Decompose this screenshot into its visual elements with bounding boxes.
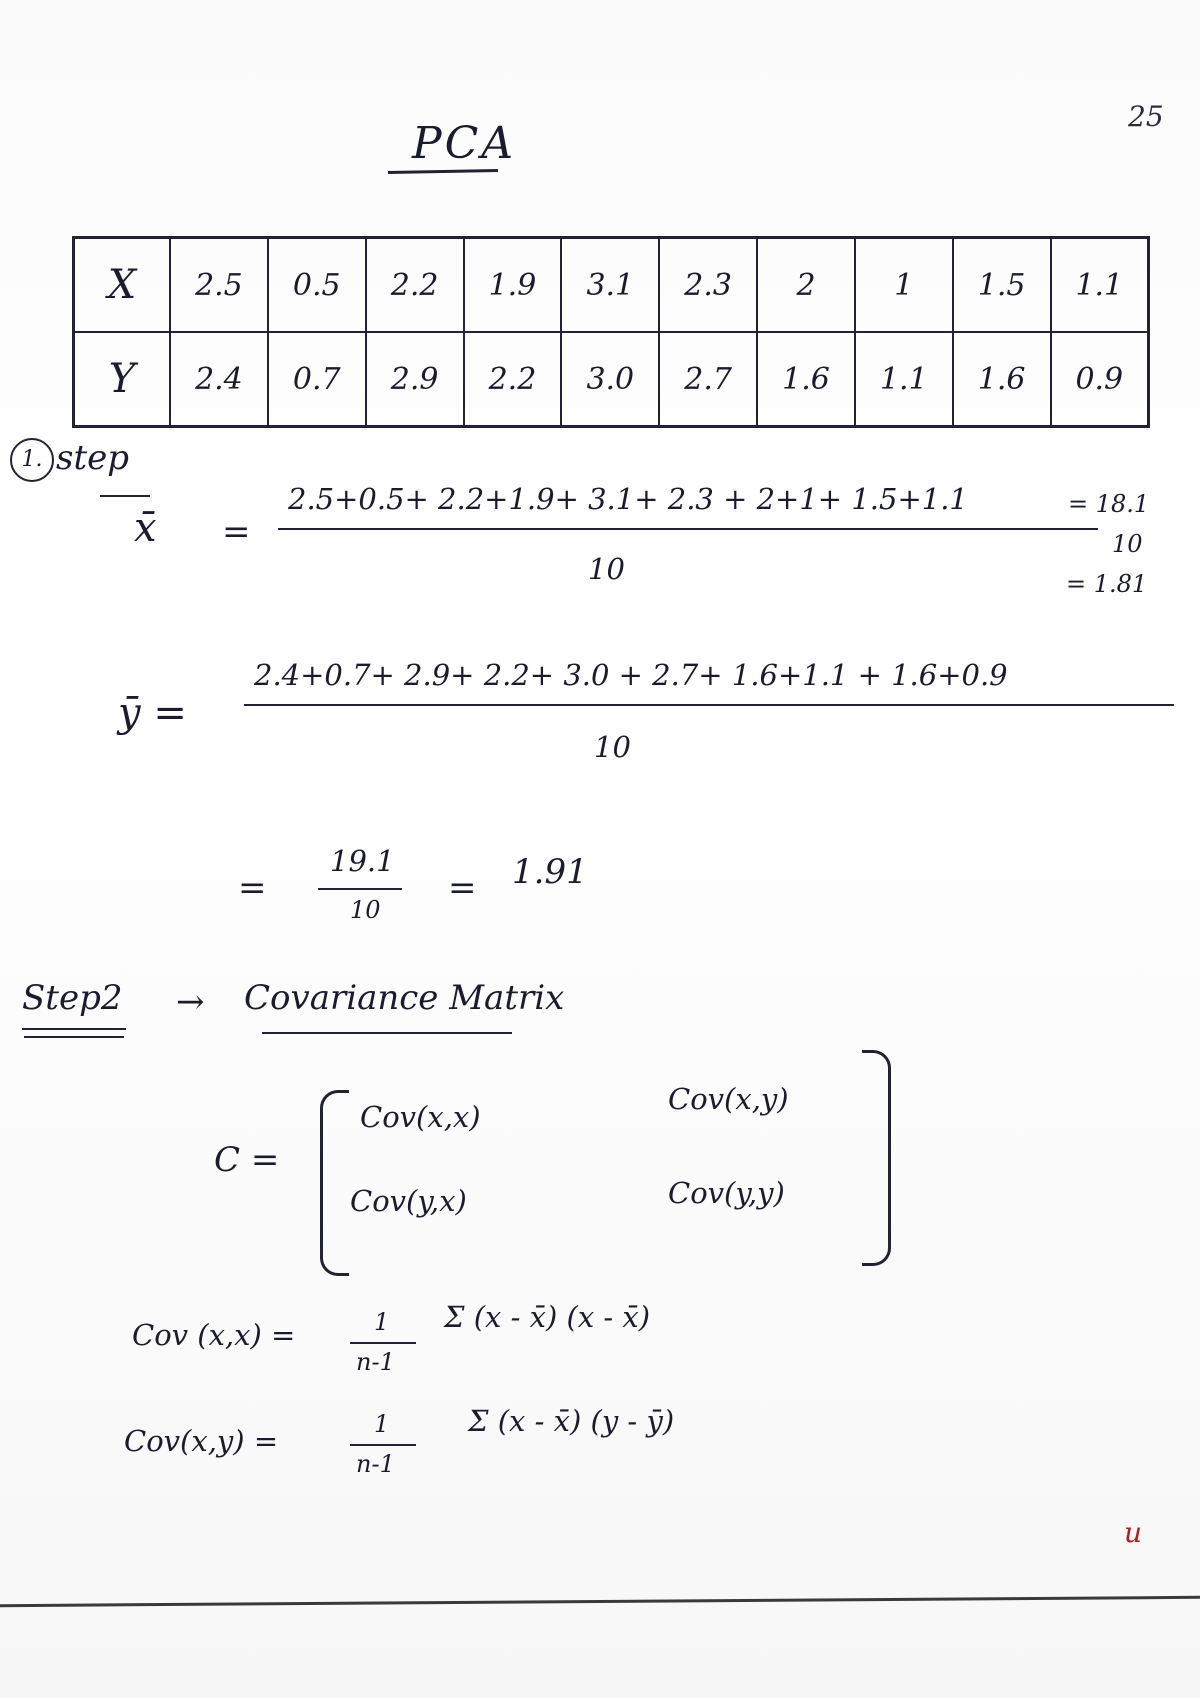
table-row (74, 238, 1149, 333)
table-cell: 2.5 (170, 238, 268, 333)
table-row (74, 332, 1149, 427)
covariance-heading: Covariance Matrix (244, 978, 565, 1018)
table-cell: 1.6 (953, 332, 1051, 427)
title-underline (388, 169, 498, 174)
matrix-cell: Cov(y,x) (350, 1184, 467, 1218)
table-cell: 2.7 (659, 332, 757, 427)
ybar-fraction-line (244, 704, 1174, 706)
step2-underline (22, 1028, 126, 1030)
formula1-lhs: Cov (x,x) = (132, 1318, 296, 1352)
ybar-equals: = (238, 868, 267, 908)
xbar-side-result: = 1.81 (1066, 570, 1148, 598)
formula2-numerator: 1 (374, 1410, 390, 1438)
table-cell: 0.5 (268, 238, 366, 333)
ybar-result: 1.91 (512, 852, 588, 892)
matrix-left-bracket (320, 1090, 349, 1276)
step1-label: step (56, 438, 129, 478)
matrix-cell: Cov(x,x) (360, 1100, 481, 1134)
table-cell: 1 (855, 238, 953, 333)
step2-underline-2 (24, 1036, 124, 1038)
ybar-numerator: 2.4+0.7+ 2.9+ 2.2+ 3.0 + 2.7+ 1.6+1.1 + 1.6+0.9 (254, 658, 1008, 692)
formula1-numerator: 1 (374, 1308, 390, 1336)
table-cell: 1.5 (953, 238, 1051, 333)
table-cell: 2.9 (366, 332, 464, 427)
step2-arrow: → (176, 982, 205, 1022)
data-table (72, 236, 1150, 428)
page-number-mark: 25 (1128, 100, 1164, 133)
page-bottom-edge (0, 1596, 1200, 1607)
xbar-denominator: 10 (588, 552, 625, 586)
formula2-denominator: n-1 (356, 1450, 395, 1478)
table-cell: 0.7 (268, 332, 366, 427)
xbar-side-denominator: 10 (1112, 530, 1143, 558)
table-cell: 2.4 (170, 332, 268, 427)
ybar-equals-2: = (448, 868, 477, 908)
corner-mark: u (1124, 1516, 1143, 1549)
row-label-x: X (74, 238, 171, 333)
row-label-y: Y (74, 332, 171, 427)
table-cell: 3.0 (561, 332, 659, 427)
formula2-lhs: Cov(x,y) = (124, 1424, 279, 1458)
step2-label: Step2 (22, 978, 123, 1018)
matrix-cell: Cov(y,y) (668, 1176, 785, 1210)
ybar-fraction2-line (318, 888, 402, 890)
table-cell: 2.3 (659, 238, 757, 333)
xbar-side-numerator: = 18.1 (1068, 490, 1150, 518)
table-cell: 0.9 (1051, 332, 1149, 427)
table-cell: 1.1 (1051, 238, 1149, 333)
table-cell: 3.1 (561, 238, 659, 333)
ybar-denominator: 10 (594, 730, 631, 764)
xbar-symbol: x̄ (134, 505, 157, 551)
ybar-fraction-numerator: 19.1 (330, 844, 395, 878)
table-cell: 2.2 (366, 238, 464, 333)
formula2-rhs: Σ (x - x̄) (y - ȳ) (468, 1404, 675, 1438)
formula2-fraction-line (350, 1444, 416, 1446)
step1-circle-number: 1. (10, 438, 54, 482)
step1-underline (100, 495, 150, 497)
table-cell: 2 (757, 238, 855, 333)
table-cell: 1.6 (757, 332, 855, 427)
xbar-numerator: 2.5+0.5+ 2.2+1.9+ 3.1+ 2.3 + 2+1+ 1.5+1.1 (288, 482, 968, 516)
ybar-fraction-denominator: 10 (350, 896, 381, 924)
table-cell: 1.1 (855, 332, 953, 427)
formula1-rhs: Σ (x - x̄) (x - x̄) (444, 1300, 651, 1334)
formula1-fraction-line (350, 1342, 416, 1344)
page-title: PCA (412, 118, 517, 169)
formula1-denominator: n-1 (356, 1348, 395, 1376)
ybar-symbol: ȳ = (118, 690, 187, 736)
matrix-lhs: C = (214, 1140, 280, 1180)
heading-underline (262, 1032, 512, 1034)
xbar-fraction-line (278, 528, 1098, 530)
table-cell: 1.9 (464, 238, 562, 333)
xbar-equals: = (222, 512, 251, 552)
matrix-right-bracket (862, 1050, 891, 1266)
matrix-cell: Cov(x,y) (668, 1082, 789, 1116)
table-cell: 2.2 (464, 332, 562, 427)
